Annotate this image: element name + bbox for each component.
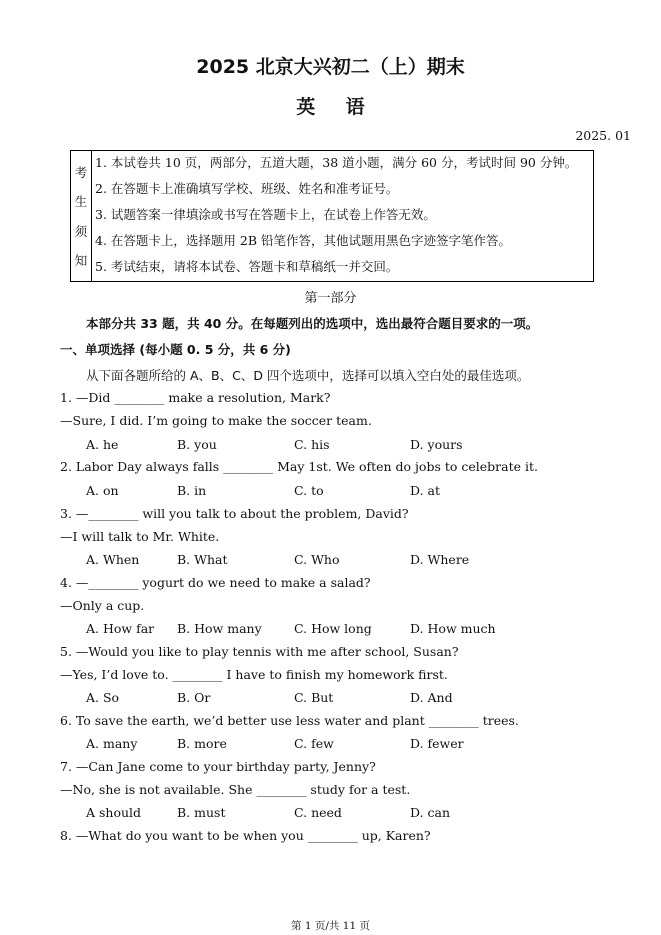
option-b: B. What [177, 552, 228, 567]
option-c: C. to [294, 483, 324, 498]
notice-side-char: 须 [74, 223, 88, 239]
option-b: B. How many [177, 621, 262, 636]
notice-line: 5. 考试结束，请将本试卷、答题卡和草稿纸一并交回。 [95, 259, 399, 274]
notice-line: 4. 在答题卡上，选择题用 2B 铅笔作答，其他试题用黑色字迹签字笔作答。 [95, 233, 511, 248]
question-line: 6. To save the earth, we’d better use less water and plant ________ trees. [60, 713, 519, 728]
question-line: 8. —What do you want to be when you ________ up, Karen? [60, 828, 431, 843]
option-a: A. many [86, 736, 138, 751]
option-a: A. on [86, 483, 119, 498]
question-line: 7. —Can Jane come to your birthday party, Jenny? [60, 759, 376, 774]
option-c: C. his [294, 437, 330, 452]
option-b: B. Or [177, 690, 211, 705]
option-a: A. How far [86, 621, 155, 636]
question-line: —Only a cup. [60, 598, 145, 613]
option-c: C. But [294, 690, 334, 705]
option-c: C. How long [294, 621, 372, 636]
subject-title: 英语 [296, 96, 396, 118]
option-b: B. you [177, 437, 217, 452]
question-line: —I will talk to Mr. White. [60, 529, 220, 544]
option-d: D. at [410, 483, 440, 498]
option-d: D. yours [410, 437, 463, 452]
question-line: —Sure, I did. I’m going to make the soccer team. [60, 413, 372, 428]
notice-line: 3. 试题答案一律填涂或书写在答题卡上，在试卷上作答无效。 [95, 207, 436, 222]
part-intro: 本部分共 33 题，共 40 分。在每题列出的选项中，选出最符合题目要求的一项。 [86, 316, 539, 331]
option-c: C. need [294, 805, 342, 820]
option-d: D. Where [410, 552, 470, 567]
question-line: 1. —Did ________ make a resolution, Mark? [60, 390, 331, 405]
question-line: 3. —________ will you talk to about the problem, David? [60, 506, 409, 521]
option-d: D. fewer [410, 736, 464, 751]
option-a: A. he [86, 437, 119, 452]
section-instruction: 从下面各题所给的 A、B、C、D 四个选项中，选择可以填入空白处的最佳选项。 [86, 368, 530, 383]
notice-side-char: 考 [74, 164, 88, 180]
notice-side-label [71, 151, 92, 281]
part-heading: 第一部分 [304, 291, 357, 306]
option-d: D. And [410, 690, 453, 705]
notice-side-char: 生 [74, 194, 88, 210]
question-line: —No, she is not available. She ________ study for a test. [60, 782, 411, 797]
option-c: C. Who [294, 552, 340, 567]
question-line: 2. Labor Day always falls ________ May 1st. We often do jobs to celebrate it. [60, 459, 538, 474]
candidate-notice-box [70, 150, 594, 282]
option-d: D. can [410, 805, 451, 820]
question-line: 4. —________ yogurt do we need to make a salad? [60, 575, 371, 590]
question-line: —Yes, I’d love to. ________ I have to finish my homework first. [60, 667, 448, 682]
option-b: B. more [177, 736, 227, 751]
option-c: C. few [294, 736, 334, 751]
option-a: A should [86, 805, 142, 820]
notice-line: 1. 本试卷共 10 页，两部分，五道大题，38 道小题，满分 60 分，考试时间 90 分钟。 [95, 155, 578, 170]
option-b: B. in [177, 483, 207, 498]
notice-line: 2. 在答题卡上准确填写学校、班级、姓名和准考证号。 [95, 181, 399, 196]
question-line: 5. —Would you like to play tennis with me after school, Susan? [60, 644, 459, 659]
page-title: 2025 北京大兴初二（上）期末 [196, 56, 465, 78]
page-footer: 第 1 页/共 11 页 [291, 920, 370, 932]
notice-side-char: 知 [74, 253, 88, 269]
option-b: B. must [177, 805, 226, 820]
exam-date: 2025. 01 [575, 128, 631, 143]
option-a: A. When [86, 552, 140, 567]
section-title: 一、单项选择 (每小题 0. 5 分，共 6 分) [60, 342, 291, 357]
option-a: A. So [86, 690, 120, 705]
option-d: D. How much [410, 621, 496, 636]
